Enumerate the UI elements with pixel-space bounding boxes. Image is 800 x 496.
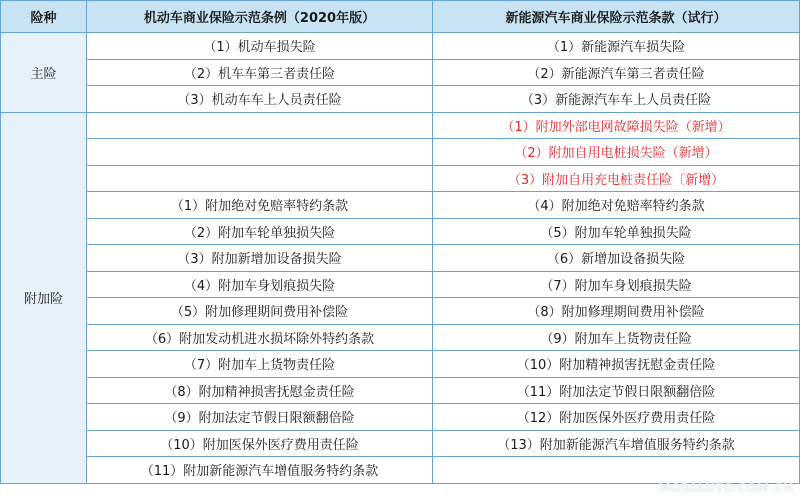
addon-left-cell (87, 112, 433, 139)
table-row (1, 165, 800, 192)
table-row (1, 457, 800, 484)
table-row (1, 112, 800, 139)
main-left-cell: （1）机动车损失险 (87, 33, 433, 60)
site-watermark: MODIAUTO.COM.CN (658, 481, 794, 494)
table-row (1, 271, 800, 298)
table-header-row (1, 1, 800, 33)
addon-right-cell-new: （1）附加外部电网故障损失险（新增） (433, 112, 800, 139)
table-row (1, 404, 800, 431)
table-row (1, 218, 800, 245)
addon-right-cell-new: （2）附加自用电桩损失险（新增） (433, 139, 800, 166)
addon-left-cell (87, 165, 433, 192)
category-main: 主险 (1, 33, 87, 113)
addon-left-cell: （7）附加车上货物责任险 (87, 351, 433, 378)
table-row (1, 430, 800, 457)
addon-left-cell: （9）附加法定节假日限额翻倍险 (87, 404, 433, 431)
addon-left-cell: （1）附加绝对免赔率特约条款 (87, 192, 433, 219)
table-row (1, 377, 800, 404)
header-2020-terms: 机动车商业保险示范条例（2020年版） (87, 1, 433, 33)
addon-left-cell: （5）附加修理期间费用补偿险 (87, 298, 433, 325)
table-row (1, 324, 800, 351)
addon-right-cell: （13）附加新能源汽车增值服务特约条款 (433, 430, 800, 457)
main-right-cell: （2）新能源汽车第三者责任险 (433, 59, 800, 86)
header-insurance-type: 险种 (1, 1, 87, 33)
table-row (1, 139, 800, 166)
table-row (1, 59, 800, 86)
addon-right-cell: （6）新增加设备损失险 (433, 245, 800, 272)
addon-right-cell: （12）附加医保外医疗费用责任险 (433, 404, 800, 431)
addon-left-cell: （8）附加精神损害抚慰金责任险 (87, 377, 433, 404)
addon-left-cell: （11）附加新能源汽车增值服务特约条款 (87, 457, 433, 484)
main-right-cell: （1）新能源汽车损失险 (433, 33, 800, 60)
addon-right-cell: （9）附加车上货物责任险 (433, 324, 800, 351)
addon-left-cell (87, 139, 433, 166)
table-row (1, 33, 800, 60)
header-nev-terms: 新能源汽车商业保险示范条款（试行） (433, 1, 800, 33)
addon-right-cell: （11）附加法定节假日限额翻倍险 (433, 377, 800, 404)
table-row (1, 298, 800, 325)
addon-right-cell: （8）附加修理期间费用补偿险 (433, 298, 800, 325)
addon-left-cell: （3）附加新增加设备损失险 (87, 245, 433, 272)
table-row (1, 351, 800, 378)
addon-left-cell: （4）附加车身划痕损失险 (87, 271, 433, 298)
addon-left-cell: （10）附加医保外医疗费用责任险 (87, 430, 433, 457)
category-addon: 附加险 (1, 112, 87, 483)
main-left-cell: （3）机动车车上人员责任险 (87, 86, 433, 113)
addon-right-cell-new: （3）附加自用充电桩责任险〔新增） (433, 165, 800, 192)
table-row (1, 86, 800, 113)
addon-left-cell: （6）附加发动机进水损坏除外特约条款 (87, 324, 433, 351)
table-row (1, 245, 800, 272)
main-right-cell: （3）新能源汽车车上人员责任险 (433, 86, 800, 113)
addon-right-cell: （10）附加精神损害抚慰金责任险 (433, 351, 800, 378)
addon-left-cell: （2）附加车轮单独损失险 (87, 218, 433, 245)
addon-right-cell: （7）附加车身划痕损失险 (433, 271, 800, 298)
main-left-cell: （2）机车车第三者责任险 (87, 59, 433, 86)
addon-right-cell: （5）附加车轮单独损失险 (433, 218, 800, 245)
addon-right-cell: （4）附加绝对免赔率特约条款 (433, 192, 800, 219)
addon-right-cell (433, 457, 800, 484)
table-row (1, 192, 800, 219)
